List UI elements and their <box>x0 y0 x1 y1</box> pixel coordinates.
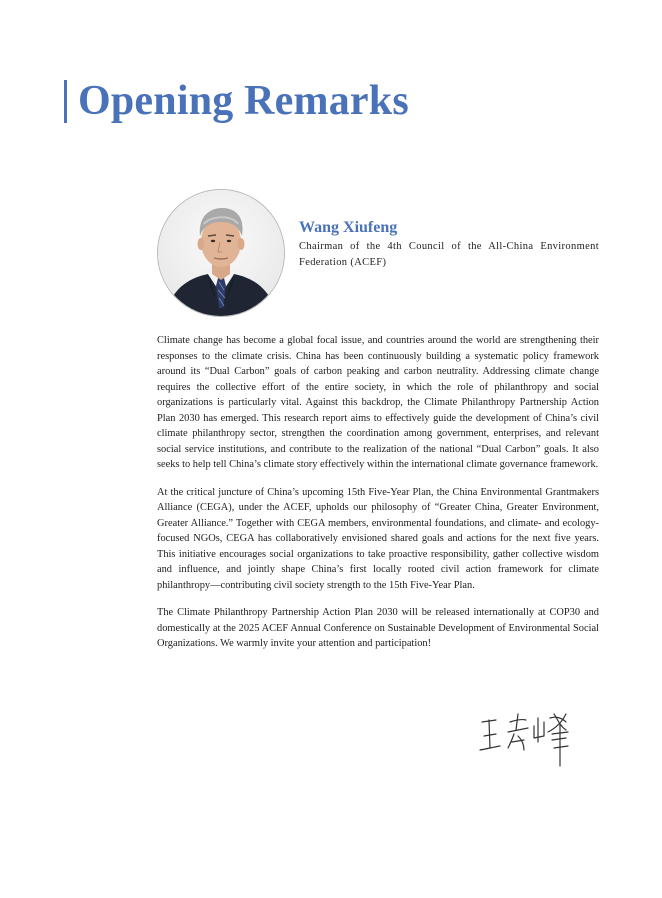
paragraph: Climate change has become a global focal issue, and countries around the world are strengthening their responses to the climate crisis. China has been continuously building a systematic policy framework around its “Dual Carbon” goals of carbon peaking and carbon neutrality. Addressing climate change requires the collective effort of the entire society, in which the role of philanthropy and social organizations is particularly vital. Against this backdrop, the Climate Philanthropy Partnership Action Plan 2030 has emerged. This research report aims to effectively guide the development of China’s civil climate philanthropy sector, strengthen the coordination among government, enterprises, and relevant social service institutions, and contribute to the realization of the national “Dual Carbon” goals. It also seeks to help tell China’s climate story effectively within the international climate governance framework. <box>157 335 599 470</box>
title-accent-bar <box>64 80 67 123</box>
speaker-role: Chairman of the 4th Council of the All-China Environment Federation (ACEF) <box>299 241 599 268</box>
portrait-photo <box>157 189 285 317</box>
paragraph: At the critical juncture of China’s upcoming 15th Five-Year Plan, the China Environmental Grantmakers Alliance (CEGA), under the ACEF, upholds our philosophy of “Greater China, Greater Environment, Greater Alliance.” Together with CEGA members, environmental foundations, and climate- and ecology-focused NGOs, CEGA has collaboratively envisioned shared goals and actions for the next five years. This initiative encourages social organizations to take proactive responsibility, gather collective wisdom and influence, and jointly shape China’s first locally rooted civil action framework for climate philanthropy—contributing civil society strength to the 15th Five-Year Plan. <box>157 486 599 591</box>
page-title: Opening Remarks <box>78 78 409 124</box>
remarks-body <box>157 333 599 664</box>
handwritten-signature <box>474 708 584 772</box>
paragraph: The Climate Philanthropy Partnership Action Plan 2030 will be released internationally at COP30 and domestically at the 2025 ACEF Annual Conference on Sustainable Development of Environmental Social Organizations. We warmly invite your attention and participation! <box>157 607 599 649</box>
speaker-name: Wang Xiufeng <box>299 219 398 236</box>
